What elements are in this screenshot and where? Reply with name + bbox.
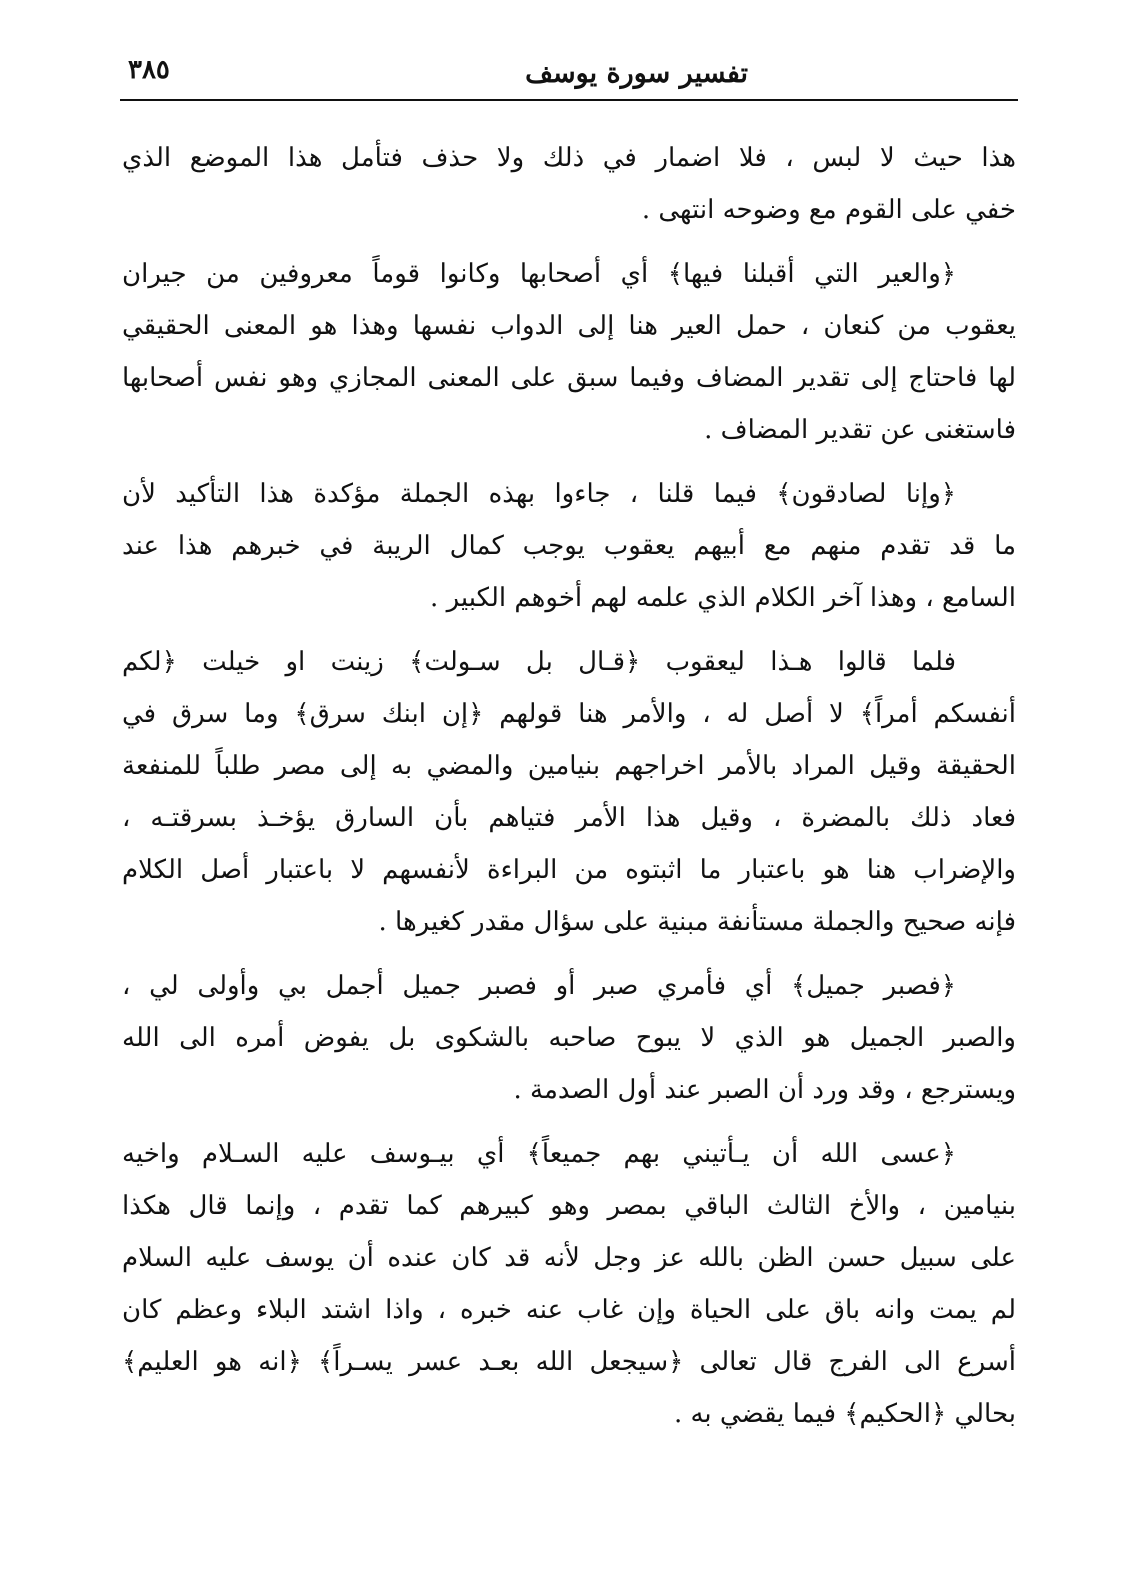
text-line: فعاد ذلك بالمضرة ، وقيل هذا الأمر فتياهم بأن السارق يؤخـذ بسرقتـه ، <box>122 803 1016 833</box>
text-line: يعقوب من كنعان ، حمل العير هنا إلى الدواب نفسها وهذا هو المعنى الحقيقي <box>122 311 1016 341</box>
text-line: بنيامين ، والأخ الثالث الباقي بمصر وهو كبيرهم كما تقدم ، وإنما قال هكذا <box>122 1191 1016 1221</box>
paragraph-5 <box>122 960 1016 1116</box>
text-line: بحالي ﴿الحكيم﴾ فيما يقضي به . <box>673 1399 1016 1429</box>
running-head <box>120 52 1018 100</box>
text-line: ﴿وإنا لصادقون﴾ فيما قلنا ، جاءوا بهذه الجملة مؤكدة هذا التأكيد لأن <box>122 479 956 509</box>
text-line: لم يمت وانه باق على الحياة وإن غاب عنه خبره ، واذا اشتد البلاء وعظم كان <box>122 1295 1016 1325</box>
text-line: ويسترجع ، وقد ورد أن الصبر عند أول الصدمة . <box>513 1075 1016 1105</box>
header-rule <box>120 99 1018 101</box>
text-line: ﴿والعير التي أقبلنا فيها﴾ أي أصحابها وكانوا قوماً معروفين من جيران <box>122 259 956 289</box>
paragraph-2 <box>122 248 1016 456</box>
page-number: ٣٨٥ <box>128 55 170 85</box>
text-line: أنفسكم أمراً﴾ لا أصل له ، والأمر هنا قولهم ﴿إن ابنك سرق﴾ وما سرق في <box>122 699 1016 729</box>
text-line: والصبر الجميل هو الذي لا يبوح صاحبه بالشكوى بل يفوض أمره الى الله <box>122 1023 1016 1053</box>
paragraph-6 <box>122 1128 1016 1440</box>
paragraph-3 <box>122 468 1016 624</box>
text-line: خفي على القوم مع وضوحه انتهى . <box>641 195 1016 225</box>
text-line: ما قد تقدم منهم مع أبيهم يعقوب يوجب كمال الريبة في خبرهم هذا عند <box>122 531 1016 561</box>
text-line: والإضراب هنا هو باعتبار ما اثبتوه من البراءة لأنفسهم لا باعتبار أصل الكلام <box>122 855 1016 885</box>
running-title: تفسير سورة يوسف <box>525 58 748 89</box>
text-line: فإنه صحيح والجملة مستأنفة مبنية على سؤال مقدر كغيرها . <box>378 907 1016 937</box>
text-line: فلما قالوا هـذا ليعقوب ﴿قـال بل سـولت﴾ زينت او خيلت ﴿لكم <box>122 647 956 677</box>
text-line: أسرع الى الفرج قال تعالى ﴿سيجعل الله بعـد عسر يسـراً﴾ ﴿انه هو العليم﴾ <box>122 1347 1016 1377</box>
text-line: على سبيل حسن الظن بالله عز وجل لأنه قد كان عنده أن يوسف عليه السلام <box>122 1243 1016 1273</box>
text-line: السامع ، وهذا آخر الكلام الذي علمه لهم أخوهم الكبير . <box>430 583 1016 613</box>
text-line: الحقيقة وقيل المراد بالأمر اخراجهم بنيامين والمضي به إلى مصر طلباً للمنفعة <box>122 751 1016 781</box>
paragraph-4 <box>122 636 1016 948</box>
text-line: فاستغنى عن تقدير المضاف . <box>704 415 1016 445</box>
text-line: ﴿فصبر جميل﴾ أي فأمري صبر أو فصبر جميل أجمل بي وأولى لي ، <box>122 971 956 1001</box>
text-line: لها فاحتاج إلى تقدير المضاف وفيما سبق على المعنى المجازي وهو نفس أصحابها <box>122 363 1016 393</box>
body-text <box>122 132 1016 1452</box>
paragraph-1 <box>122 132 1016 236</box>
text-line: هذا حيث لا لبس ، فلا اضمار في ذلك ولا حذف فتأمل هذا الموضع الذي <box>122 143 1016 173</box>
text-line: ﴿عسى الله أن يـأتيني بهم جميعاً﴾ أي بيـوسف عليه السـلام واخيه <box>122 1139 956 1169</box>
